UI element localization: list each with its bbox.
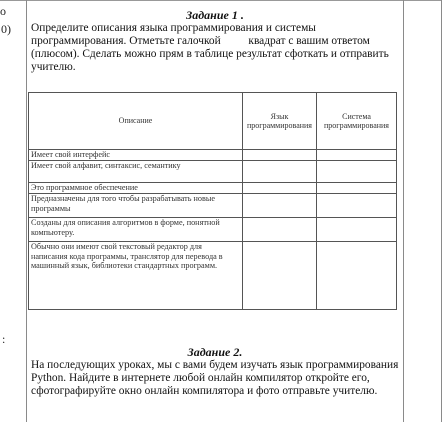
header-system: Система программирования xyxy=(317,93,397,150)
table-row xyxy=(29,218,397,242)
table-row xyxy=(29,183,397,194)
task1-instructions xyxy=(31,22,399,74)
answer-cell-system[interactable] xyxy=(317,242,397,310)
answer-cell-language[interactable] xyxy=(243,183,317,194)
row-description: Обычно они имеют свой текстовый редактор для написания кода программы, транслятор для перевода в машинный язык, библиотеки стандартных программ. xyxy=(29,242,243,310)
answer-cell-language[interactable] xyxy=(243,242,317,310)
left-mark-2: 0) xyxy=(1,22,11,36)
answer-cell-language[interactable] xyxy=(243,150,317,161)
answer-cell-system[interactable] xyxy=(317,150,397,161)
task1-text-part1: Определите описания языка программирования и системы программирования. Отметьте галочкой xyxy=(31,22,316,47)
table-row xyxy=(29,150,397,161)
header-description: Описание xyxy=(29,93,243,150)
table-row xyxy=(29,194,397,218)
table-header-row xyxy=(29,93,397,150)
table-row xyxy=(29,161,397,183)
task1-text-part2: квадрат с вашим ответом (плюсом). Сделать можно прям в таблице результат сфоткать и отправить учителю. xyxy=(31,35,389,73)
answer-cell-system[interactable] xyxy=(317,161,397,183)
answer-cell-system[interactable] xyxy=(317,183,397,194)
row-description: Имеет свой интерфейс xyxy=(29,150,243,161)
task2-title: Задание 2. xyxy=(187,345,243,359)
row-description: Созданы для описания алгоритмов в форме, понятной компьютеру. xyxy=(29,218,243,242)
row-description: Это программное обеспечение xyxy=(29,183,243,194)
answer-cell-language[interactable] xyxy=(243,194,317,218)
description-table xyxy=(28,92,397,310)
left-mark-1: о xyxy=(0,4,6,18)
answer-cell-system[interactable] xyxy=(317,218,397,242)
task2-text: На последующих уроках, мы с вами будем изучать язык программирования Python. Найдите в интернете любой онлайн компилятор откройте его, сфотографируйте окно онлайн компилятора и фото отправьте учителю. xyxy=(31,359,399,397)
answer-cell-language[interactable] xyxy=(243,161,317,183)
right-column-border xyxy=(403,0,404,422)
table-row xyxy=(29,242,397,310)
row-description: Предназначены для того чтобы разрабатывать новые программы xyxy=(29,194,243,218)
row-description: Имеет свой алфавит, синтаксис, семантику xyxy=(29,161,243,183)
task1-title: Задание 1 . xyxy=(186,8,244,22)
answer-cell-system[interactable] xyxy=(317,194,397,218)
left-mark-3: : xyxy=(2,332,6,346)
header-language: Язык программирования xyxy=(243,93,317,150)
answer-cell-language[interactable] xyxy=(243,218,317,242)
task-cell xyxy=(27,0,403,422)
